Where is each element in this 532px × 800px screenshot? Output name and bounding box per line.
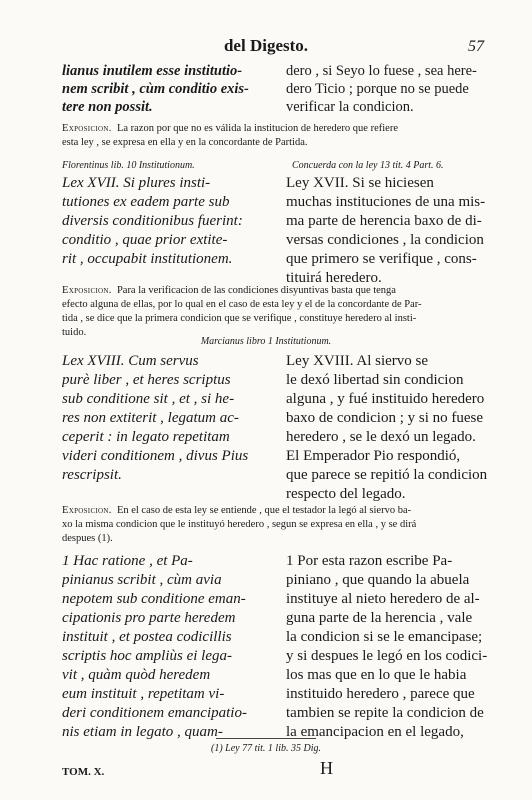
text-line: baxo de condicion ; y si no fuese bbox=[286, 410, 484, 426]
text-line: 1 Hac ratione , et Pa- bbox=[62, 553, 193, 569]
text-line: instituye al nieto heredero de al- bbox=[286, 591, 480, 607]
text-line: Para la verificacion de las condiciones disyuntivas basta que tenga bbox=[116, 285, 396, 296]
text-line: La razon por que no es válida la institucion de heredero que refiere bbox=[116, 123, 398, 134]
exposicion-label: Exposicion. bbox=[62, 123, 112, 134]
text-line: guna parte de la herencia , vale bbox=[286, 610, 473, 626]
text-line: muchas instituciones de una mis- bbox=[286, 194, 486, 210]
signature-mark: H bbox=[320, 758, 333, 778]
section-1-latin bbox=[62, 552, 272, 742]
text-line: tutiones ex eadem parte sub bbox=[62, 194, 230, 210]
text-line: tere non possit. bbox=[62, 99, 153, 115]
text-line: vit , quàm quòd heredem bbox=[62, 667, 211, 683]
text-line: ma parte de herencia baxo de di- bbox=[286, 213, 482, 229]
text-line: dero Ticio ; porque no se puede bbox=[286, 81, 469, 97]
text-line: nis etiam in legato , quam- bbox=[62, 724, 223, 740]
text-line: piniano , que quando la abuela bbox=[286, 572, 470, 588]
text-line: purè liber , et heres scriptus bbox=[62, 372, 231, 388]
text-line: tida , se dice que la primera condicion que se verifique , constituye heredero al insti- bbox=[62, 313, 417, 324]
text-line: instituit , et postea codicillis bbox=[62, 629, 232, 645]
text-line: alguna , y fué instituido heredero bbox=[286, 391, 485, 407]
text-line: sub conditione sit , et , si he- bbox=[62, 391, 235, 407]
text-line: eum instituit , repetitam vi- bbox=[62, 686, 225, 702]
source-left: Florentinus lib. 10 Institutionum. bbox=[62, 160, 195, 171]
section-1-spanish bbox=[286, 552, 496, 742]
text-line: la condicion si se le emancipase; bbox=[286, 629, 483, 645]
text-line: esta ley , se expresa en ella y en la concordante de Partida. bbox=[62, 137, 308, 148]
text-line: efecto alguna de ellas, por lo qual en el caso de esta ley y el de la concordante de Par- bbox=[62, 299, 422, 310]
footnote: (1) Ley 77 tit. 1 lib. 35 Dig. bbox=[211, 743, 321, 754]
text-line: tambien se repite la condicion de bbox=[286, 705, 484, 721]
text-line: ceperit : in legato repetitam bbox=[62, 429, 230, 445]
source-center: Marcianus libro 1 Institutionum. bbox=[200, 336, 332, 347]
text-line: Lex XVII. Si plures insti- bbox=[62, 175, 211, 191]
text-line: videri conditionem , divus Pius bbox=[62, 448, 249, 464]
text-line: Ley XVIII. Al siervo se bbox=[286, 353, 429, 369]
text-line: 1 Por esta razon escribe Pa- bbox=[286, 553, 453, 569]
text-line: conditio , quae prior extite- bbox=[62, 232, 228, 248]
exposicion-2 bbox=[62, 284, 502, 340]
exposicion-1 bbox=[62, 122, 502, 150]
text-line: y si despues le legó en los codici- bbox=[286, 648, 488, 664]
source-right: Concuerda con la ley 13 tit. 4 Part. 6. bbox=[292, 160, 444, 171]
spanish-continuation bbox=[286, 62, 496, 116]
running-head: del Digesto. bbox=[223, 36, 309, 55]
page-number: 57 bbox=[468, 38, 484, 55]
text-line: lianus inutilem esse institutio- bbox=[62, 63, 243, 79]
text-line: cipationis pro parte heredem bbox=[62, 610, 236, 626]
text-line: heredero , se le dexó un legado. bbox=[286, 429, 476, 445]
text-line: instituido heredero , parece que bbox=[286, 686, 475, 702]
text-line: dero , si Seyo lo fuese , sea here- bbox=[286, 63, 477, 79]
text-line: El Emperador Pio respondió, bbox=[286, 448, 461, 464]
text-line: que primero se verifique , cons- bbox=[286, 251, 477, 267]
exposicion-label: Exposicion. bbox=[62, 505, 112, 516]
ley-17-spanish bbox=[286, 174, 496, 288]
text-line: Ley XVII. Si se hiciesen bbox=[286, 175, 434, 191]
text-line: scriptis hoc ampliùs ei lega- bbox=[62, 648, 232, 664]
lex-18-latin bbox=[62, 352, 272, 485]
latin-continuation bbox=[62, 62, 272, 116]
text-line: le dexó libertad sin condicion bbox=[286, 372, 464, 388]
text-line: rit , occupabit institutionem. bbox=[62, 251, 233, 267]
ley-18-spanish bbox=[286, 352, 496, 504]
exposicion-3 bbox=[62, 504, 502, 546]
text-line: tituirá heredero. bbox=[286, 270, 382, 286]
lex-17-latin bbox=[62, 174, 272, 269]
text-line: En el caso de esta ley se entiende , que el testador la legó al siervo ba- bbox=[116, 505, 412, 516]
tome-label: TOM. X. bbox=[62, 766, 105, 778]
text-line: res non extiterit , legatum ac- bbox=[62, 410, 239, 426]
text-line: la emancipacion en el legado, bbox=[286, 724, 464, 740]
text-line: verificar la condicion. bbox=[286, 99, 414, 115]
text-line: xo la misma condicion que le instituyó heredero , segun se expresa en ella , y se dirá bbox=[62, 519, 417, 530]
text-line: que parece se repitió la condicion bbox=[286, 467, 488, 483]
text-line: diversis conditionibus fuerint: bbox=[62, 213, 243, 229]
text-line: versas condiciones , la condicion bbox=[286, 232, 484, 248]
text-line: deri conditionem emancipatio- bbox=[62, 705, 247, 721]
text-line: los mas que en lo que le habia bbox=[286, 667, 467, 683]
text-line: rescripsit. bbox=[62, 467, 122, 483]
text-line: nepotem sub conditione eman- bbox=[62, 591, 246, 607]
text-line: respecto del legado. bbox=[286, 486, 406, 502]
text-line: despues (1). bbox=[62, 533, 113, 544]
text-line: Lex XVIII. Cum servus bbox=[62, 353, 199, 369]
exposicion-label: Exposicion. bbox=[62, 285, 112, 296]
footnote-divider bbox=[216, 738, 316, 739]
text-line: nem scribit , cùm conditio exis- bbox=[62, 81, 249, 97]
text-line: tuido. bbox=[62, 327, 87, 338]
text-line: pinianus scribit , cùm avia bbox=[62, 572, 222, 588]
